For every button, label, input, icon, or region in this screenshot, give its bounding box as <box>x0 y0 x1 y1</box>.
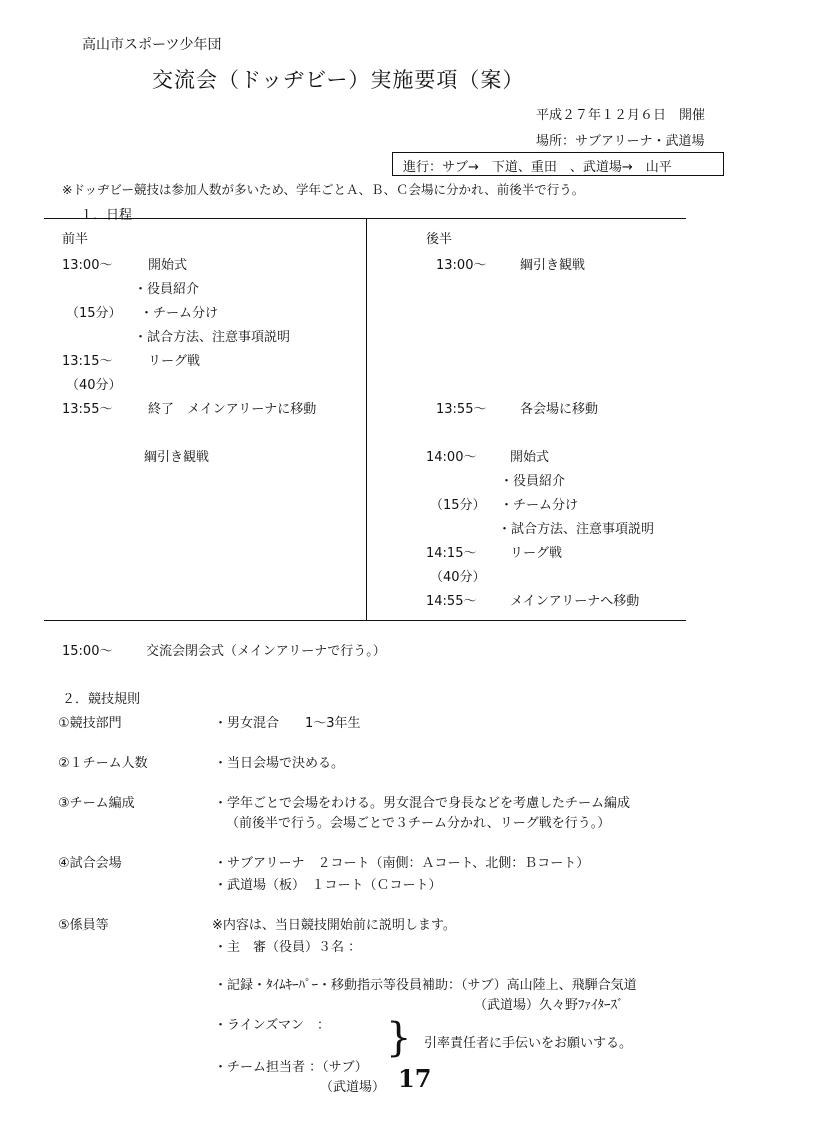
rule-1-value: ・男女混合 1～3年生 <box>214 716 361 731</box>
rules-heading: ２．競技規則 <box>62 692 141 707</box>
rule-2-value: ・当日会場で決める。 <box>214 756 345 771</box>
schedule-heading: １．日程 <box>80 208 133 223</box>
schedule-top-rule <box>44 218 686 219</box>
rule-5-value-2: ・記録・ﾀｲﾑｷｰﾊﾟｰ・移動指示等役員補助：（サブ）高山陸上、飛騨合気道 <box>214 978 637 993</box>
first-event-3: 終了 メインアリーナに移動 <box>148 402 317 417</box>
document-title: 交流会（ドッヂビー）実施要項（案） <box>152 68 525 92</box>
schedule-bottom-rule <box>44 620 686 621</box>
second-event-1: 綱引き観戦 <box>520 258 586 273</box>
rule-2-label: ②１チーム人数 <box>58 756 148 771</box>
second-event-4: リーグ戦 <box>510 546 563 561</box>
brace-icon: } <box>386 1015 412 1061</box>
rule-5-note: ※内容は、当日競技開始前に説明します。 <box>212 918 456 933</box>
second-time-4: 14:15～ <box>426 546 477 561</box>
first-sub-3: ・試合方法、注意事項説明 <box>134 330 291 345</box>
first-time-1: 13:00～ <box>62 258 113 273</box>
rule-5-value-3: （武道場）久々野ﾌｧｲﾀｰｽﾞ <box>474 998 624 1013</box>
rule-5-label: ⑤係員等 <box>58 918 109 933</box>
schedule-divider <box>366 218 367 620</box>
rule-5-value-6: （武道場） <box>320 1080 386 1095</box>
note: ※ドッヂビー競技は参加人数が多いため、学年ごとＡ、Ｂ、Ｃ会場に分かれ、前後半で行う。 <box>62 182 585 197</box>
first-time-3: 13:55～ <box>62 402 113 417</box>
staff-box <box>392 152 724 176</box>
second-half-label: 後半 <box>426 232 453 247</box>
event-venue: 場所：サブアリーナ・武道場 <box>536 134 705 149</box>
second-event-5: メインアリーナへ移動 <box>510 594 640 609</box>
second-time-3: 14:00～ <box>426 450 477 465</box>
rule-3-value-1: ・学年ごとで会場をわける。男女混合で身長などを考慮したチーム編成 <box>214 796 631 811</box>
first-event-2: リーグ戦 <box>148 354 201 369</box>
event-date: 平成２７年１２月６日 開催 <box>536 108 706 123</box>
rule-5-value-4: ・ラインズマン ： <box>214 1018 330 1033</box>
first-duration-1: （15分） <box>66 306 122 321</box>
first-event-4: 綱引き観戦 <box>144 450 210 465</box>
rule-5-value-1: ・主 審（役員）３名 ： <box>214 940 362 955</box>
closing-time: 15:00～ <box>62 644 113 659</box>
first-duration-2: （40分） <box>66 378 122 393</box>
first-half-label: 前半 <box>62 232 89 247</box>
second-sub-2: ・チーム分け <box>500 498 579 513</box>
closing-text: 交流会閉会式（メインアリーナで行う。） <box>146 644 386 659</box>
second-time-5: 14:55～ <box>426 594 477 609</box>
rule-1-label: ①競技部門 <box>58 716 122 731</box>
rule-4-value-1: ・サブアリーナ ２コート（南側：Ａコート、北側：Ｂコート） <box>214 856 590 871</box>
first-time-2: 13:15～ <box>62 354 113 369</box>
rule-5-value-5: ・チーム担当者 ：（サブ） <box>214 1060 368 1075</box>
rule-3-value-2: （前後半で行う。会場ごとで３チーム分かれ、リーグ戦を行う。） <box>226 816 611 831</box>
first-sub-1: ・役員紹介 <box>134 282 200 297</box>
second-sub-3: ・試合方法、注意事項説明 <box>498 522 655 537</box>
first-event-1: 開始式 <box>148 258 188 273</box>
rule-4-label: ④試合会場 <box>58 856 122 871</box>
second-time-2: 13:55～ <box>436 402 487 417</box>
rule-3-label: ③チーム編成 <box>58 796 135 811</box>
organization-name: 高山市スポーツ少年団 <box>82 37 222 53</box>
rule-4-value-2: ・武道場（板） １コート（Ｃコート） <box>214 878 442 893</box>
second-sub-1: ・役員紹介 <box>500 474 566 489</box>
first-sub-2: ・チーム分け <box>140 306 219 321</box>
rule-5-brace-text: 引率責任者に手伝いをお願いする。 <box>424 1036 633 1051</box>
second-time-1: 13:00～ <box>436 258 487 273</box>
second-duration-2: （40分） <box>430 570 486 585</box>
staff-text: 進行：サブ→ 下道、重田 、武道場→ 山平 <box>403 160 672 175</box>
second-event-3: 開始式 <box>510 450 550 465</box>
second-duration-1: （15分） <box>430 498 486 513</box>
second-event-2: 各会場に移動 <box>520 402 599 417</box>
page-number: 17 <box>398 1064 432 1093</box>
